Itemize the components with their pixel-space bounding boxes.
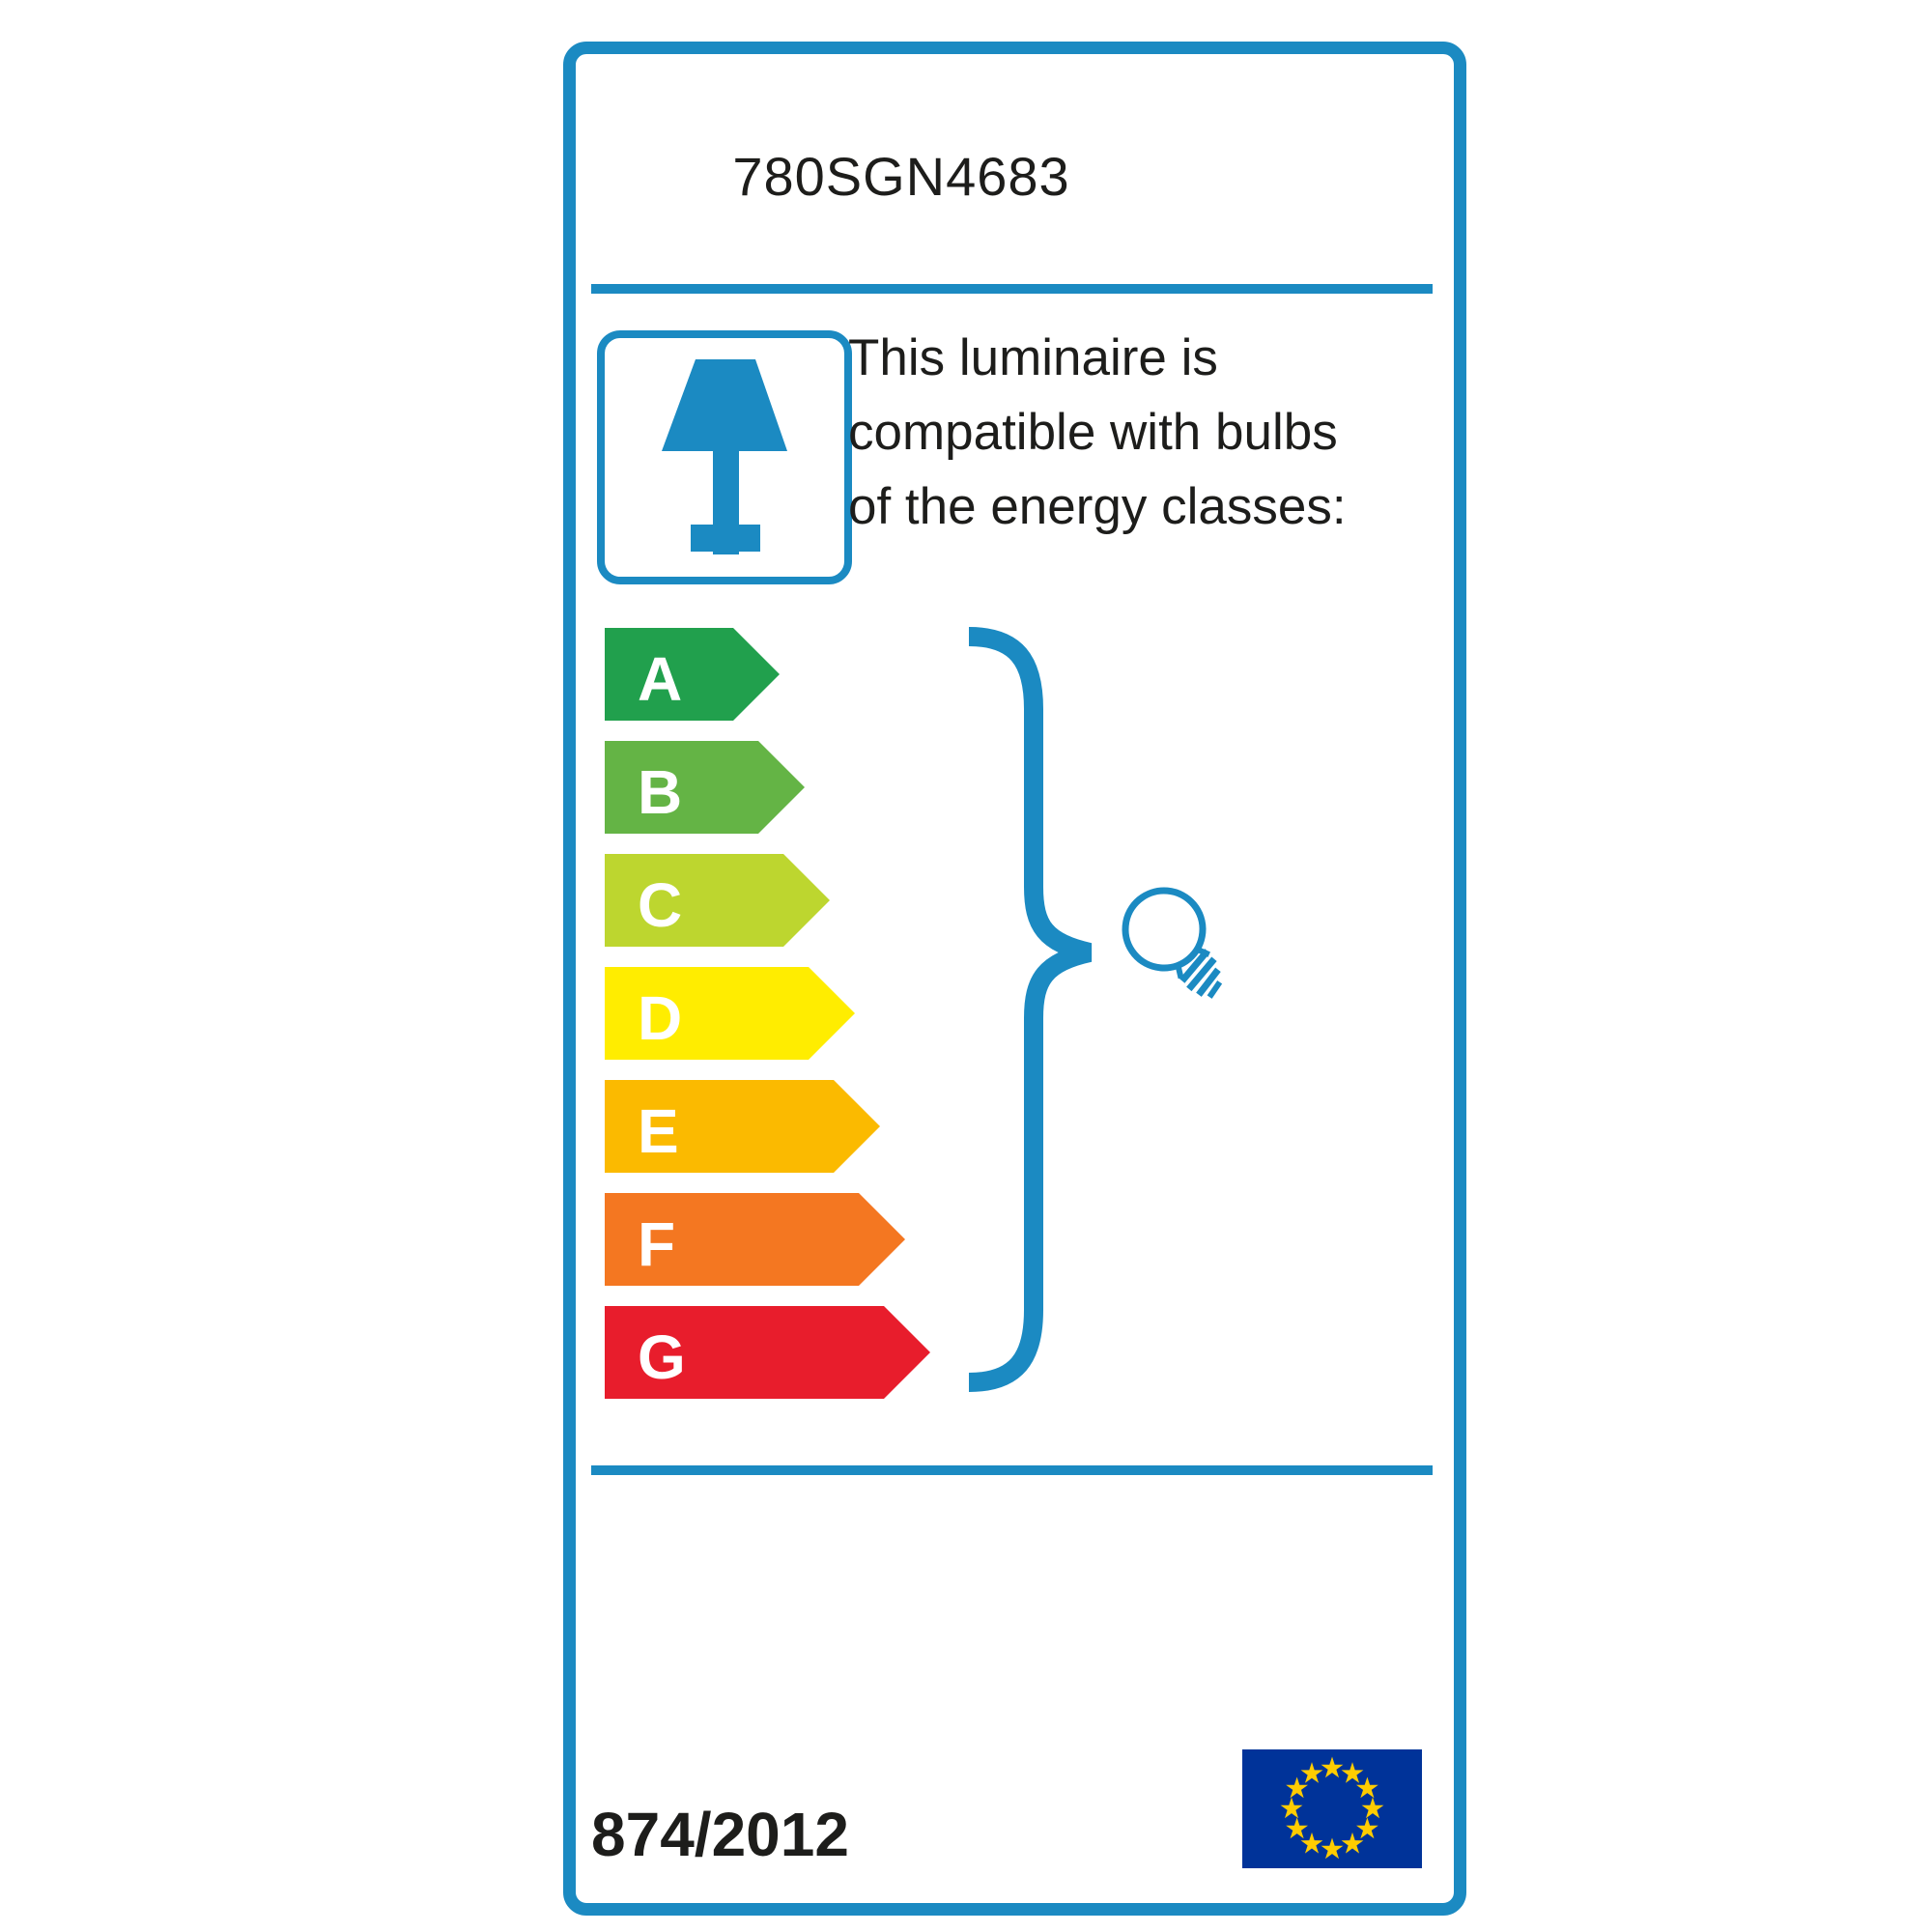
energy-arrow-f bbox=[605, 1193, 905, 1286]
curly-brace-icon bbox=[969, 637, 1090, 1382]
eu-flag-icon bbox=[1242, 1749, 1422, 1868]
energy-arrow-c bbox=[605, 854, 830, 947]
table-lamp-icon bbox=[605, 338, 844, 577]
arrow-letter-c: C bbox=[638, 870, 683, 940]
bottom-divider bbox=[591, 1465, 1433, 1475]
intro-line-2: compatible with bulbs bbox=[848, 404, 1338, 461]
brace-and-bulb-graphic bbox=[947, 618, 1265, 1410]
arrow-letter-a: A bbox=[638, 644, 683, 714]
top-divider bbox=[591, 284, 1433, 294]
arrow-letter-d: D bbox=[638, 983, 683, 1053]
light-bulb-icon bbox=[1110, 875, 1246, 1016]
energy-arrow-d bbox=[605, 967, 855, 1060]
intro-line-3: of the energy classes: bbox=[848, 478, 1347, 535]
energy-class-scale bbox=[605, 628, 930, 1419]
arrow-letter-b: B bbox=[638, 757, 683, 827]
energy-arrow-g bbox=[605, 1306, 930, 1399]
arrow-letter-e: E bbox=[638, 1096, 679, 1166]
product-code: 780SGN4683 bbox=[732, 146, 1070, 207]
arrow-letter-g: G bbox=[638, 1322, 686, 1392]
energy-arrow-b bbox=[605, 741, 805, 834]
arrow-letter-f: F bbox=[638, 1209, 676, 1279]
energy-arrow-a bbox=[605, 628, 780, 721]
regulation-number: 874/2012 bbox=[591, 1800, 849, 1869]
intro-text bbox=[848, 321, 1447, 544]
lamp-pictogram-box bbox=[597, 330, 852, 584]
energy-arrow-e bbox=[605, 1080, 880, 1173]
intro-line-1: This luminaire is bbox=[848, 329, 1218, 386]
